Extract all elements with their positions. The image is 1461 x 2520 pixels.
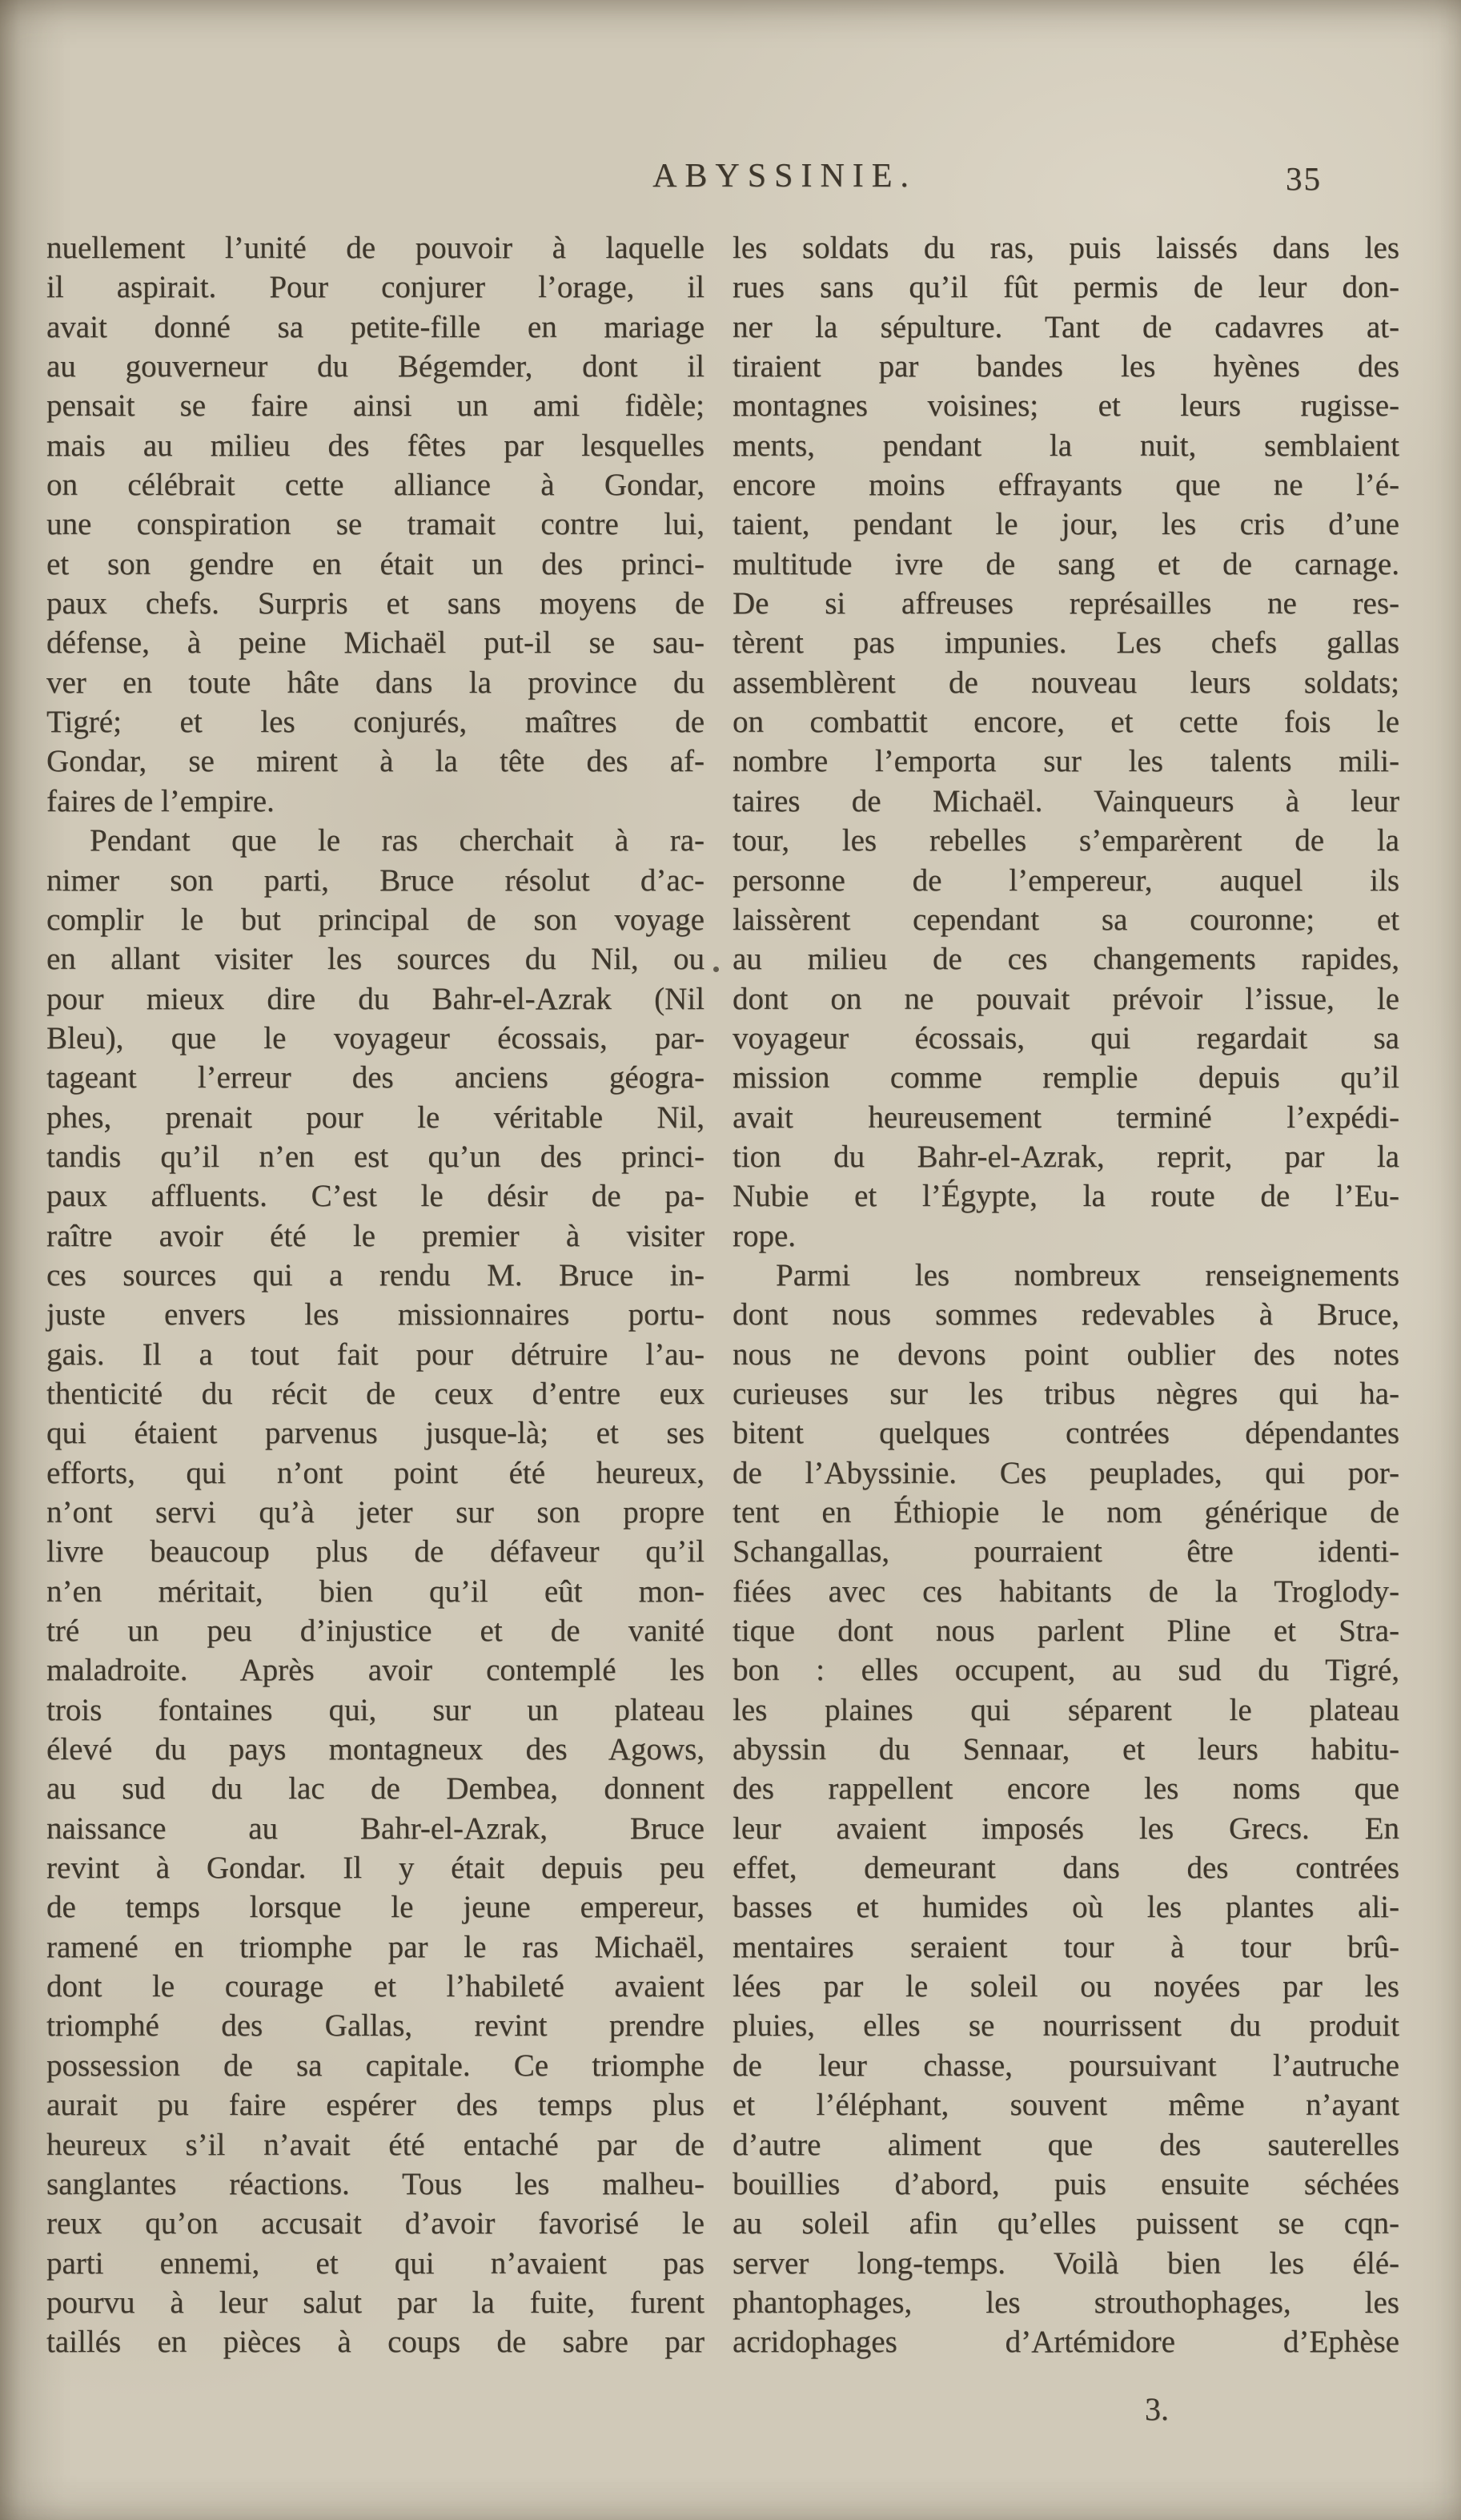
text-line: des rappellent encore les noms que (733, 1771, 1399, 1807)
text-line: Nubie et l’Égypte, la route de l’Eu- (733, 1179, 1399, 1214)
text-line: phes, prenait pour le véritable Nil, (46, 1099, 704, 1135)
text-line: on célébrait cette alliance à Gondar, (46, 468, 704, 503)
text-line: qui étaient parvenus jusque-là; et ses (46, 1416, 704, 1451)
text-line: on combattit encore, et cette fois le (733, 705, 1399, 740)
text-line: de leur chasse, poursuivant l’autruche (733, 2048, 1399, 2083)
text-line: thenticité du récit de ceux d’entre eux (46, 1376, 704, 1411)
text-line: pour mieux dire du Bahr-el-Azrak (Nil (46, 981, 704, 1016)
text-line: complir le but principal de son voyage (46, 902, 704, 937)
text-line: les soldats du ras, puis laissés dans les (733, 231, 1399, 265)
text-line: bon : elles occupent, au sud du Tigré, (733, 1653, 1399, 1688)
text-line: multitude ivre de sang et de carnage. (733, 546, 1399, 581)
text-line: laissèrent cependant sa couronne; et (733, 902, 1399, 937)
text-line: mentaires seraient tour à tour brû- (733, 1929, 1399, 1964)
text-line: aurait pu faire espérer des temps plus (46, 2088, 704, 2123)
text-line: ner la sépulture. Tant de cadavres at- (733, 309, 1399, 344)
text-line: tandis qu’il n’en est qu’un des princi- (46, 1139, 704, 1174)
text-line: n’ont servi qu’à jeter sur son propre (46, 1495, 704, 1529)
text-line: naissance au Bahr-el-Azrak, Bruce (46, 1811, 704, 1846)
text-line: paux chefs. Surpris et sans moyens de (46, 586, 704, 621)
text-line: au sud du lac de Dembea, donnent (46, 1771, 704, 1807)
text-line: encore moins effrayants que ne l’é- (733, 468, 1399, 503)
text-line: bouillies d’abord, puis ensuite séchées (733, 2166, 1399, 2201)
text-line: taillés en pièces à coups de sabre par (46, 2325, 704, 2360)
text-line: sanglantes réactions. Tous les malheu- (46, 2166, 704, 2201)
text-line: phantophages, les strouthophages, les (733, 2285, 1399, 2320)
text-line: pensait se faire ainsi un ami fidèle; (46, 388, 704, 424)
text-column-right (733, 228, 1399, 2362)
text-line: dont nous sommes redevables à Bruce, (733, 1297, 1399, 1332)
text-line: tiraient par bandes les hyènes des (733, 349, 1399, 384)
text-line: curieuses sur les tribus nègres qui ha- (733, 1376, 1399, 1411)
text-line: tique dont nous parlent Pline et Stra- (733, 1614, 1399, 1649)
text-line: parti ennemi, et qui n’avaient pas (46, 2245, 704, 2281)
text-line: personne de l’empereur, auquel ils (733, 862, 1399, 898)
text-line: maladroite. Après avoir contemplé les (46, 1653, 704, 1688)
text-line: acridophages d’Artémidore d’Ephèse (733, 2325, 1399, 2360)
text-line: paux affluents. C’est le désir de pa- (46, 1179, 704, 1214)
text-line: et l’éléphant, souvent même n’ayant (733, 2088, 1399, 2123)
text-line: de temps lorsque le jeune empereur, (46, 1890, 704, 1925)
text-line: leur avaient imposés les Grecs. En (733, 1811, 1399, 1846)
text-line: efforts, qui n’ont point été heureux, (46, 1455, 704, 1490)
text-line: en allant visiter les sources du Nil, ou (46, 942, 704, 977)
text-line: d’autre aliment que des sauterelles (733, 2127, 1399, 2162)
text-line: tion du Bahr-el-Azrak, reprit, par la (733, 1139, 1399, 1174)
text-line: reux qu’on accusait d’avoir favorisé le (46, 2206, 704, 2241)
text-line: tent en Éthiopie le nom générique de (733, 1495, 1399, 1529)
text-line: Tigré; et les conjurés, maîtres de (46, 705, 704, 740)
text-line: ver en toute hâte dans la province du (46, 665, 704, 700)
text-line: au milieu de ces changements rapides, (733, 942, 1399, 977)
text-line: nuellement l’unité de pouvoir à laquelle (46, 231, 704, 265)
ink-speck (713, 967, 719, 972)
text-line: tré un peu d’injustice et de vanité (46, 1614, 704, 1649)
text-line: Bleu), que le voyageur écossais, par- (46, 1020, 704, 1055)
text-line: raître avoir été le premier à visiter (46, 1218, 704, 1253)
text-line: Parmi les nombreux renseignements (776, 1257, 1399, 1292)
text-line: pourvu à leur salut par la fuite, furent (46, 2285, 704, 2320)
text-line: défense, à peine Michaël put-il se sau- (46, 625, 704, 661)
text-line: mais au milieu des fêtes par lesquelles (46, 428, 704, 463)
text-line: Pendant que le ras cherchait à ra- (90, 823, 704, 858)
text-line: rues sans qu’il fût permis de leur don- (733, 270, 1399, 305)
text-line: pluies, elles se nourrissent du produit (733, 2008, 1399, 2044)
text-line: taires de Michaël. Vainqueurs à leur (733, 783, 1399, 818)
text-line: juste envers les missionnaires portu- (46, 1297, 704, 1332)
text-line: tèrent pas impunies. Les chefs gallas (733, 625, 1399, 661)
page-number: 35 (1286, 160, 1322, 197)
text-line: possession de sa capitale. Ce triomphe (46, 2048, 704, 2083)
text-line: tageant l’erreur des anciens géogra- (46, 1060, 704, 1095)
text-line: Schangallas, pourraient être identi- (733, 1534, 1399, 1569)
signature-mark: 3. (1145, 2391, 1169, 2427)
text-line: une conspiration se tramait contre lui, (46, 507, 704, 542)
text-line: montagnes voisines; et leurs rugisse- (733, 388, 1399, 424)
text-line: au soleil afin qu’elles puissent se cqn- (733, 2206, 1399, 2241)
running-title: ABYSSINIE. (652, 158, 917, 195)
text-line: avait donné sa petite-fille en mariage (46, 309, 704, 344)
text-line: faires de l’empire. (46, 783, 275, 818)
text-column-left (46, 228, 704, 2362)
text-line: n’en méritait, bien qu’il eût mon- (46, 1573, 704, 1609)
text-line: server long-temps. Voilà bien les élé- (733, 2245, 1399, 2281)
text-line: et son gendre en était un des princi- (46, 546, 704, 581)
text-line: mission comme remplie depuis qu’il (733, 1060, 1399, 1095)
text-line: élevé du pays montagneux des Agows, (46, 1732, 704, 1767)
text-line: au gouverneur du Bégemder, dont il (46, 349, 704, 384)
text-line: nimer son parti, Bruce résolut d’ac- (46, 862, 704, 898)
text-line: gais. Il a tout fait pour détruire l’au- (46, 1336, 704, 1372)
text-line: fiées avec ces habitants de la Troglody- (733, 1573, 1399, 1609)
text-line: dont on ne pouvait prévoir l’issue, le (733, 981, 1399, 1016)
text-line: de l’Abyssinie. Ces peuplades, qui por- (733, 1455, 1399, 1490)
text-line: taient, pendant le jour, les cris d’une (733, 507, 1399, 542)
text-line: nombre l’emporta sur les talents mili- (733, 744, 1399, 779)
text-line: effet, demeurant dans des contrées (733, 1851, 1399, 1886)
text-line: ces sources qui a rendu M. Bruce in- (46, 1257, 704, 1292)
text-line: ramené en triomphe par le ras Michaël, (46, 1929, 704, 1964)
text-line: tour, les rebelles s’emparèrent de la (733, 823, 1399, 858)
text-line: revint à Gondar. Il y était depuis peu (46, 1851, 704, 1886)
text-line: heureux s’il n’avait été entaché par de (46, 2127, 704, 2162)
text-line: ments, pendant la nuit, semblaient (733, 428, 1399, 463)
text-line: lées par le soleil ou noyées par les (733, 1969, 1399, 2004)
text-line: assemblèrent de nouveau leurs soldats; (733, 665, 1399, 700)
text-line: triomphé des Gallas, revint prendre (46, 2008, 704, 2044)
text-line: voyageur écossais, qui regardait sa (733, 1020, 1399, 1055)
text-line: il aspirait. Pour conjurer l’orage, il (46, 270, 704, 305)
text-line: rope. (733, 1218, 797, 1253)
text-line: trois fontaines qui, sur un plateau (46, 1692, 704, 1727)
text-line: les plaines qui séparent le plateau (733, 1692, 1399, 1727)
text-line: abyssin du Sennaar, et leurs habitu- (733, 1732, 1399, 1767)
text-line: nous ne devons point oublier des notes (733, 1336, 1399, 1372)
text-line: bitent quelques contrées dépendantes (733, 1416, 1399, 1451)
text-line: De si affreuses représailles ne res- (733, 586, 1399, 621)
text-line: basses et humides où les plantes ali- (733, 1890, 1399, 1925)
text-line: avait heureusement terminé l’expédi- (733, 1099, 1399, 1135)
text-line: dont le courage et l’habileté avaient (46, 1969, 704, 2004)
text-line: livre beaucoup plus de défaveur qu’il (46, 1534, 704, 1569)
text-line: Gondar, se mirent à la tête des af- (46, 744, 704, 779)
